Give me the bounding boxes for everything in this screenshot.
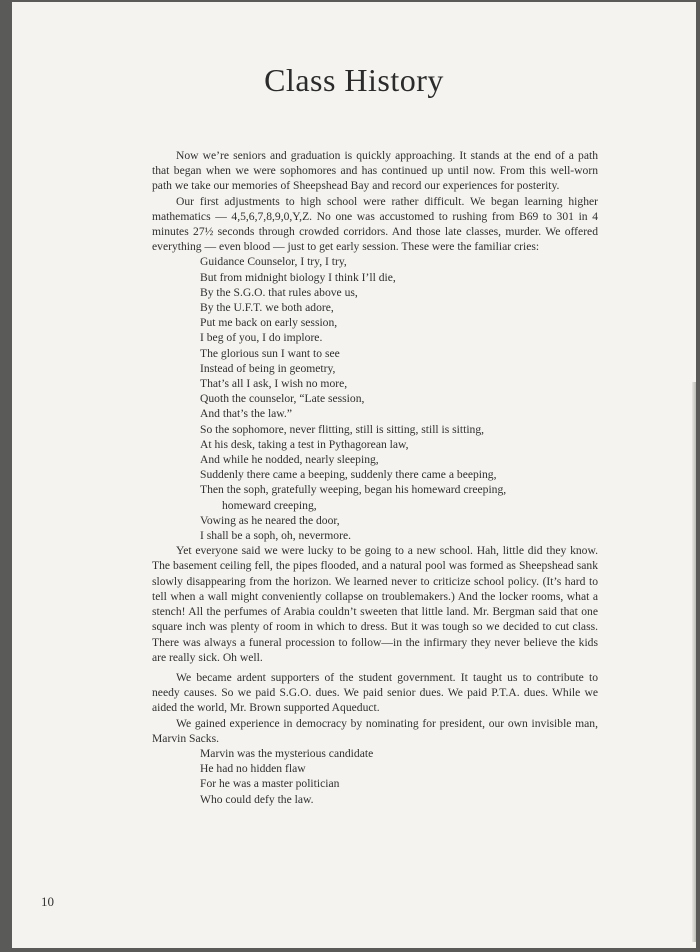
page-edge-shadow <box>692 382 696 942</box>
poem-line: At his desk, taking a test in Pythagorean law, <box>200 437 409 451</box>
poem-line: Guidance Counselor, I try, I try, <box>200 255 347 269</box>
poem-line: And while he nodded, nearly sleeping, <box>200 453 379 467</box>
paragraph: Yet everyone said we were lucky to be going to a new school. Hah, little did they know. The basement ceiling fell, the pipes flooded, and a natural pool was formed as Sheepshead sank slowly disappearing from the horizon. We learned never to criticize school policy. (It’s hard to tell when a wall might conveniently collapse on troublemakers.) And the locker rooms, what a stench! All the perfumes of Arabia couldn’t sweeten that little land. Mr. Bergman said that one square inch was plenty of room in which to dress. But it was tough so we decided to cut class. There was always a funeral procession to follow—in the infirmary they never believe the kids are really sick. Oh well. <box>152 544 598 664</box>
poem-line: So the sophomore, never flitting, still is sitting, still is sitting, <box>200 422 485 436</box>
poem-line: He had no hidden flaw <box>200 762 306 776</box>
poem-line: The glorious sun I want to see <box>200 346 340 360</box>
poem-line: By the U.F.T. we both adore, <box>200 301 334 315</box>
paragraph: Now we’re seniors and graduation is quickly approaching. It stands at the end of a path that began when we were sophomores and has continued up until now. From this well-worn path we take our memories of Sheepshead Bay and record our experiences for posterity. <box>152 149 598 193</box>
poem-sophomore <box>200 254 598 543</box>
poem-line: Who could defy the law. <box>200 792 314 806</box>
poem-line: Marvin was the mysterious candidate <box>200 746 374 760</box>
yearbook-page <box>12 2 696 948</box>
poem-line: Put me back on early session, <box>200 316 338 330</box>
poem-line: But from midnight biology I think I’ll die, <box>200 270 396 284</box>
poem-line: I beg of you, I do implore. <box>200 331 323 345</box>
page-number: 10 <box>41 894 54 909</box>
poem-line: Quoth the counselor, “Late session, <box>200 392 365 406</box>
poem-line: For he was a master politician <box>200 777 340 791</box>
poem-line: That’s all I ask, I wish no more, <box>200 377 348 391</box>
paragraph: We became ardent supporters of the student government. It taught us to contribute to needy causes. So we paid S.G.O. dues. We paid senior dues. We paid P.T.A. dues. While we aided the world, Mr. Brown supported Aqueduct. <box>152 670 598 715</box>
paragraph: Our first adjustments to high school were rather difficult. We began learning higher mathematics — 4,5,6,7,8,9,0,Y,Z. No one was accustomed to rushing from B69 to 301 in 4 minutes 27½ seconds through crowded corridors. And those late classes, murder. We offered everything — even blood — just to get early session. These were the familiar cries: <box>152 194 598 254</box>
page-title: Class History <box>264 62 444 98</box>
poem-marvin <box>200 746 598 807</box>
poem-line: homeward creeping, <box>222 498 317 512</box>
poem-line: And that’s the law.” <box>200 407 292 421</box>
poem-line: Then the soph, gratefully weeping, began his homeward creeping, <box>200 483 507 497</box>
poem-line: Instead of being in geometry, <box>200 361 336 375</box>
poem-line: Suddenly there came a beeping, suddenly there came a beeping, <box>200 468 497 482</box>
article-body <box>152 148 598 807</box>
paragraph: We gained experience in democracy by nominating for president, our own invisible man, Marvin Sacks. <box>152 716 598 745</box>
poem-line: By the S.G.O. that rules above us, <box>200 285 358 299</box>
poem-line: I shall be a soph, oh, nevermore. <box>200 529 351 543</box>
poem-line: Vowing as he neared the door, <box>200 513 340 527</box>
